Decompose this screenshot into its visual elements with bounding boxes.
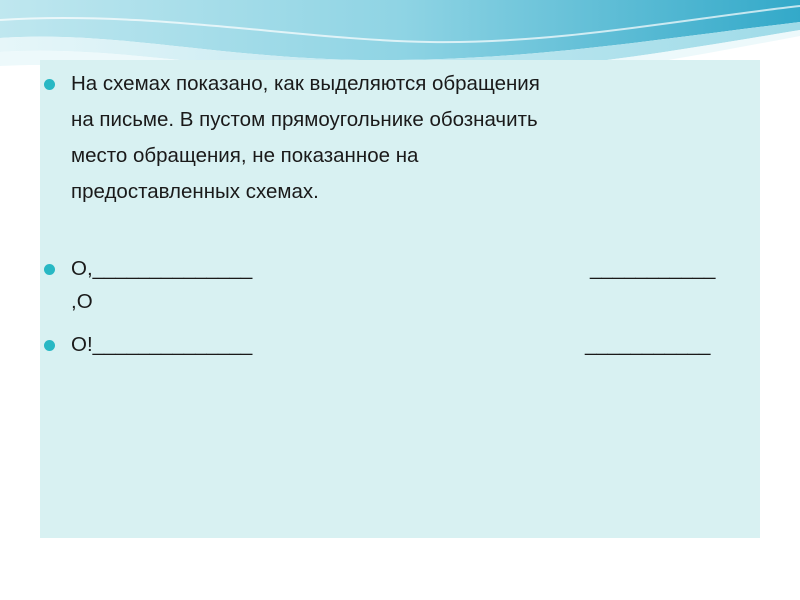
scheme-1-left: О,______________ bbox=[71, 257, 253, 280]
scheme-1-wrap: ,О bbox=[71, 290, 93, 313]
bullet-dot bbox=[44, 264, 55, 275]
bullet-dot bbox=[44, 340, 55, 351]
paragraph-line-1: На схемах показано, как выделяются обращения bbox=[71, 72, 540, 95]
paragraph-line-4: предоставленных схемах. bbox=[71, 180, 319, 203]
scheme-1-right: ___________ bbox=[590, 257, 716, 280]
bullet-dot bbox=[44, 79, 55, 90]
content-box bbox=[40, 60, 760, 538]
paragraph-line-3: место обращения, не показанное на bbox=[71, 144, 419, 167]
scheme-2-right: ___________ bbox=[585, 333, 711, 356]
scheme-2-left: О!______________ bbox=[71, 333, 253, 356]
paragraph-line-2: на письме. В пустом прямоугольнике обозначить bbox=[71, 108, 538, 131]
